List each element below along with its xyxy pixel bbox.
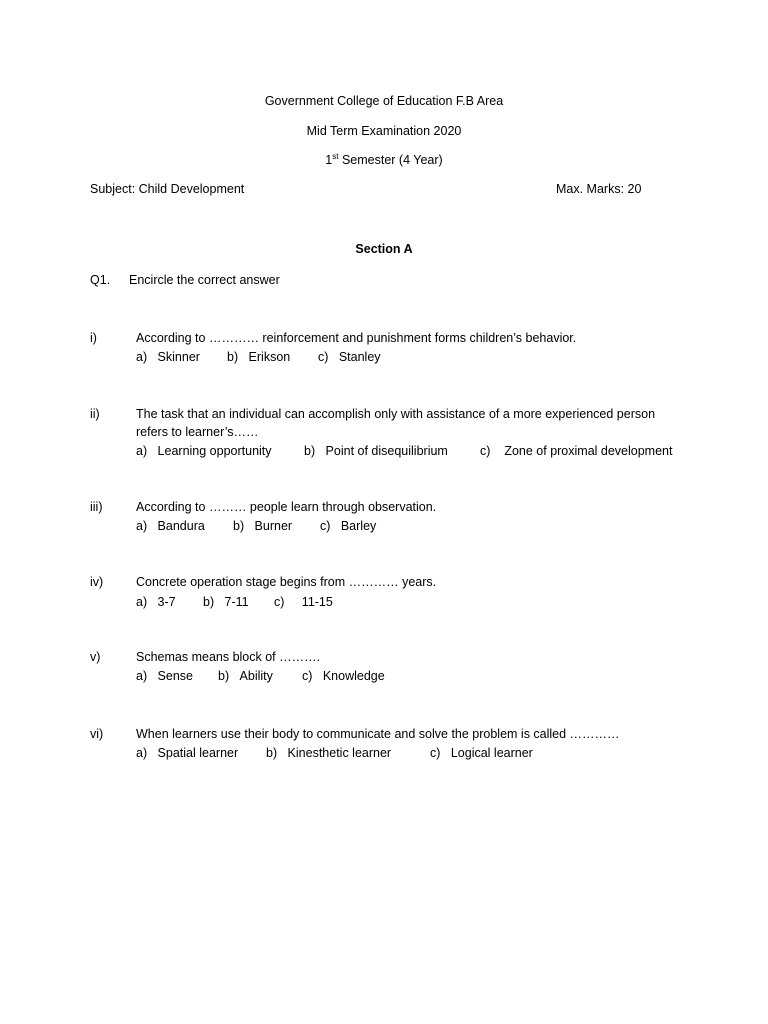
max-marks-label: Max. Marks: 20 [556,182,642,196]
answer-option [304,444,448,458]
question-label: Q1. [90,273,111,287]
question-text: According to ………… reinforcement and punishment forms children’s behavior. [136,331,577,345]
question-text-continued: refers to learner’s…… [136,425,259,439]
semester-ordinal-suffix: st [332,152,339,161]
option-text: 3-7 [157,595,176,609]
option-text: Bandura [157,519,205,533]
option-text: Knowledge [322,669,385,683]
option-letter: b) [203,595,215,609]
question-number: iv) [90,575,104,589]
option-text: Erikson [248,350,291,364]
answer-option [233,519,292,533]
option-letter: b) [227,350,239,364]
question-number: i) [90,331,97,345]
option-letter: a) [136,444,148,458]
answer-option [480,444,672,458]
option-letter: a) [136,350,148,364]
option-text: Spatial learner [157,746,239,760]
answer-option [218,669,273,683]
option-text: 7-11 [224,595,249,609]
answer-option [227,350,290,364]
question-text: According to ……… people learn through observation. [136,500,437,514]
answer-option [318,350,381,364]
option-letter: a) [136,595,148,609]
question-text: When learners use their body to communicate and solve the problem is called ………… [136,727,620,741]
answer-option [266,746,391,760]
option-text: Zone of proximal development [504,444,673,458]
answer-option [136,746,238,760]
question-number: iii) [90,500,103,514]
answer-option [136,444,272,458]
option-letter: c) [320,519,331,533]
option-letter: a) [136,746,148,760]
option-text: Burner [254,519,293,533]
question-instruction: Encircle the correct answer [129,273,280,287]
option-letter: c) [302,669,313,683]
question-number: v) [90,650,101,664]
answer-option [136,669,193,683]
option-letter: a) [136,669,148,683]
exam-title: Mid Term Examination 2020 [306,124,462,138]
question-text: Concrete operation stage begins from ………… years. [136,575,437,589]
semester-line [0,153,768,167]
question-text: Schemas means block of ………. [136,650,321,664]
option-letter: c) [274,595,285,609]
option-text: Point of disequilibrium [325,444,448,458]
option-text: Logical learner [450,746,533,760]
option-text: 11-15 [301,595,333,609]
option-text: Skinner [157,350,200,364]
answer-option [430,746,533,760]
answer-option [136,595,176,609]
option-text: Learning opportunity [157,444,272,458]
answer-option [320,519,376,533]
section-title: Section A [355,242,413,256]
answer-option [302,669,385,683]
answer-option [203,595,249,609]
option-letter: c) [480,444,491,458]
option-text: Ability [239,669,273,683]
option-letter: b) [304,444,316,458]
option-letter: c) [430,746,441,760]
institution-title: Government College of Education F.B Area [264,94,504,108]
option-text: Stanley [338,350,381,364]
option-letter: c) [318,350,329,364]
semester-number: 1 [325,153,333,167]
option-text: Sense [157,669,193,683]
option-letter: a) [136,519,148,533]
answer-option [274,595,333,609]
option-text: Kinesthetic learner [287,746,392,760]
question-number: vi) [90,727,104,741]
question-number: ii) [90,407,100,421]
option-letter: b) [233,519,245,533]
option-text: Barley [340,519,377,533]
semester-text: Semester (4 Year) [338,153,443,167]
answer-option [136,519,205,533]
answer-option [136,350,200,364]
subject-label: Subject: Child Development [90,182,245,196]
question-text: The task that an individual can accomplish only with assistance of a more experienced person [136,407,656,421]
option-letter: b) [266,746,278,760]
option-letter: b) [218,669,230,683]
